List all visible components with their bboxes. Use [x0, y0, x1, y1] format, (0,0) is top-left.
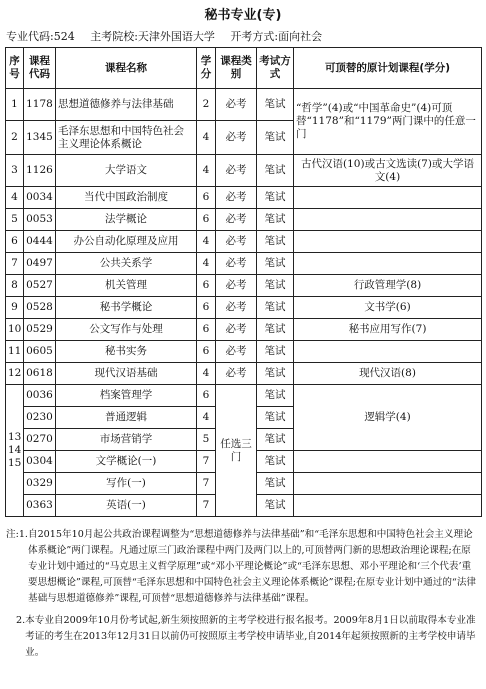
- header-type: 课程类别: [216, 48, 257, 89]
- row-credit: 6: [197, 275, 216, 297]
- row-exam: 笔试: [257, 363, 294, 385]
- row-name: 公文写作与处理: [56, 319, 197, 341]
- note-prefix: 注:: [6, 529, 19, 540]
- table-row: [6, 275, 482, 297]
- row-credit: 6: [197, 297, 216, 319]
- note-1: [6, 527, 478, 607]
- row-exam: 笔试: [257, 297, 294, 319]
- row-exam: 笔试: [257, 429, 294, 451]
- row-name: 思想道德修养与法律基础: [56, 89, 197, 121]
- row-seq: 12: [6, 363, 24, 385]
- table-row: [6, 341, 482, 363]
- table-row: [6, 209, 482, 231]
- row-code: 0034: [24, 187, 56, 209]
- row-code: 1345: [24, 121, 56, 155]
- row-replace: [294, 495, 482, 517]
- row-type: 必考: [216, 155, 257, 187]
- header-exam: 考试方式: [257, 48, 294, 89]
- table-row: [6, 231, 482, 253]
- row-code: 0363: [24, 495, 56, 517]
- row-code: 0036: [24, 385, 56, 407]
- row-code: 0605: [24, 341, 56, 363]
- row-seq: 7: [6, 253, 24, 275]
- row-credit: 6: [197, 187, 216, 209]
- row-credit: 5: [197, 429, 216, 451]
- exam-mode: 开考方式:面向社会: [230, 30, 323, 43]
- row-replace: [294, 209, 482, 231]
- row-name: 公共关系学: [56, 253, 197, 275]
- course-table: [5, 47, 482, 517]
- table-row: [6, 89, 482, 121]
- header-credit: 学分: [197, 48, 216, 89]
- row-exam: 笔试: [257, 253, 294, 275]
- row-exam: 笔试: [257, 407, 294, 429]
- row-exam: 笔试: [257, 495, 294, 517]
- note-1-number: 1.: [18, 529, 28, 540]
- row-type: 必考: [216, 297, 257, 319]
- note-2-number: 2.: [16, 615, 26, 626]
- row-code: 0053: [24, 209, 56, 231]
- note-2-text: 本专业自2009年10月份考试起,新生须按照新的主考学校进行报名报考。2009年8月1日以前取得本专业准考证的考生在2013年12月31日以前仍可按照原主考学校申请毕业,自2014年起须按照新的主考学校申请毕业。: [25, 615, 476, 658]
- table-row: [6, 297, 482, 319]
- table-header-row: [6, 48, 482, 89]
- row-type: 必考: [216, 253, 257, 275]
- row-credit: 7: [197, 451, 216, 473]
- row-seq: 3: [6, 155, 24, 187]
- row-seq: 4: [6, 187, 24, 209]
- row-code: 0270: [24, 429, 56, 451]
- row-credit: 4: [197, 363, 216, 385]
- header-seq: 序号: [6, 48, 24, 89]
- row-exam: 笔试: [257, 275, 294, 297]
- row-seq: 11: [6, 341, 24, 363]
- row-credit: 6: [197, 385, 216, 407]
- table-row: [6, 385, 482, 407]
- header-replace: 可顶替的原计划课程(学分): [294, 48, 482, 89]
- table-row: [6, 319, 482, 341]
- table-row: [6, 363, 482, 385]
- row-replace: [294, 231, 482, 253]
- row-replace: [294, 451, 482, 473]
- row-type: 必考: [216, 363, 257, 385]
- row-replace: [294, 473, 482, 495]
- row-seq: 2: [6, 121, 24, 155]
- row-credit: 6: [197, 341, 216, 363]
- row-credit: 6: [197, 319, 216, 341]
- row-credit: 4: [197, 253, 216, 275]
- row-seq: 10: [6, 319, 24, 341]
- row-name: 文学概论(一): [56, 451, 197, 473]
- header-code: 课程代码: [24, 48, 56, 89]
- row-name: 档案管理学: [56, 385, 197, 407]
- row-seq: 5: [6, 209, 24, 231]
- row-type: 必考: [216, 187, 257, 209]
- row-replace: 古代汉语(10)或古文选读(7)或大学语文(4): [294, 155, 482, 187]
- row-code: 0529: [24, 319, 56, 341]
- row-exam: 笔试: [257, 473, 294, 495]
- row-type: 必考: [216, 319, 257, 341]
- row-exam: 笔试: [257, 187, 294, 209]
- row-name: 英语(一): [56, 495, 197, 517]
- row-replace: [294, 187, 482, 209]
- row-credit: 2: [197, 89, 216, 121]
- row-name: 市场营销学: [56, 429, 197, 451]
- row-type: 必考: [216, 231, 257, 253]
- note-2: [6, 613, 478, 661]
- row-name: 秘书学概论: [56, 297, 197, 319]
- row-exam: 笔试: [257, 319, 294, 341]
- row-code: 0527: [24, 275, 56, 297]
- row-exam: 笔试: [257, 341, 294, 363]
- row-code: 0329: [24, 473, 56, 495]
- row-credit: 7: [197, 495, 216, 517]
- row-replace-merged: “哲学”(4)或“中国革命史”(4)可顶替“1178”和“1179”两门课中的任意一门: [294, 89, 482, 155]
- row-code: 0497: [24, 253, 56, 275]
- row-type: 必考: [216, 341, 257, 363]
- row-code: 0444: [24, 231, 56, 253]
- table-row: [6, 155, 482, 187]
- row-exam: 笔试: [257, 209, 294, 231]
- row-name: 大学语文: [56, 155, 197, 187]
- row-credit: 4: [197, 407, 216, 429]
- table-row: [6, 187, 482, 209]
- row-name: 办公自动化原理及应用: [56, 231, 197, 253]
- row-seq: 9: [6, 297, 24, 319]
- row-type: 必考: [216, 89, 257, 121]
- row-credit: 6: [197, 209, 216, 231]
- table-row: [6, 253, 482, 275]
- row-type: 必考: [216, 209, 257, 231]
- row-credit: 7: [197, 473, 216, 495]
- row-code: 1126: [24, 155, 56, 187]
- row-replace: 现代汉语(8): [294, 363, 482, 385]
- row-exam: 笔试: [257, 155, 294, 187]
- row-exam: 笔试: [257, 231, 294, 253]
- group-type: 任选三门: [216, 385, 257, 517]
- major-code: 专业代码:524: [6, 30, 75, 43]
- page-title: 秘书专业(专): [204, 8, 282, 23]
- row-code: 0230: [24, 407, 56, 429]
- notes: [6, 527, 478, 661]
- row-replace: [294, 253, 482, 275]
- row-credit: 4: [197, 231, 216, 253]
- row-exam: 笔试: [257, 385, 294, 407]
- row-type: 必考: [216, 121, 257, 155]
- row-name: 机关管理: [56, 275, 197, 297]
- note-1-text: 自2015年10月起公共政治课程调整为“思想道德修养与法律基础”和“毛泽东思想和中国特色社会主义理论体系概论”两门课程。凡通过原三门政治课程中两门及两门以上的,可顶替两门新的思想政治理论课程;在原专业计划中通过的“马克思主义哲学原理”或“邓小平理论概论”或“毛泽东思想、邓小平理论和‘三个代表’重要思想概论”课程,可顶替“毛泽东思想和中国特色社会主义理论体系概论”课程;在原专业计划中通过的“法律基础与思想道德修养”课程,可顶替“思想道德修养与法律基础”课程。: [27, 529, 477, 604]
- row-replace: 行政管理学(8): [294, 275, 482, 297]
- row-exam: 笔试: [257, 451, 294, 473]
- row-credit: 4: [197, 121, 216, 155]
- row-seq: 1: [6, 89, 24, 121]
- row-exam: 笔试: [257, 121, 294, 155]
- row-exam: 笔试: [257, 89, 294, 121]
- header-name: 课程名称: [56, 48, 197, 89]
- row-code: 0528: [24, 297, 56, 319]
- row-replace: 秘书应用写作(7): [294, 319, 482, 341]
- row-name: 秘书实务: [56, 341, 197, 363]
- row-name: 毛泽东思想和中国特色社会主义理论体系概论: [56, 121, 197, 155]
- row-name: 写作(一): [56, 473, 197, 495]
- exam-school: 主考院校:天津外国语大学: [90, 30, 215, 43]
- row-name: 普通逻辑: [56, 407, 197, 429]
- row-seq: 8: [6, 275, 24, 297]
- row-replace: [294, 341, 482, 363]
- row-credit: 4: [197, 155, 216, 187]
- row-name: 当代中国政治制度: [56, 187, 197, 209]
- group-replace: 逻辑学(4): [294, 385, 482, 451]
- row-name: 法学概论: [56, 209, 197, 231]
- row-code: 1178: [24, 89, 56, 121]
- row-type: 必考: [216, 275, 257, 297]
- row-name: 现代汉语基础: [56, 363, 197, 385]
- row-code: 0618: [24, 363, 56, 385]
- major-meta: [6, 28, 334, 44]
- group-seq: 13 14 15: [6, 385, 24, 517]
- row-replace: 文书学(6): [294, 297, 482, 319]
- row-seq: 6: [6, 231, 24, 253]
- row-code: 0304: [24, 451, 56, 473]
